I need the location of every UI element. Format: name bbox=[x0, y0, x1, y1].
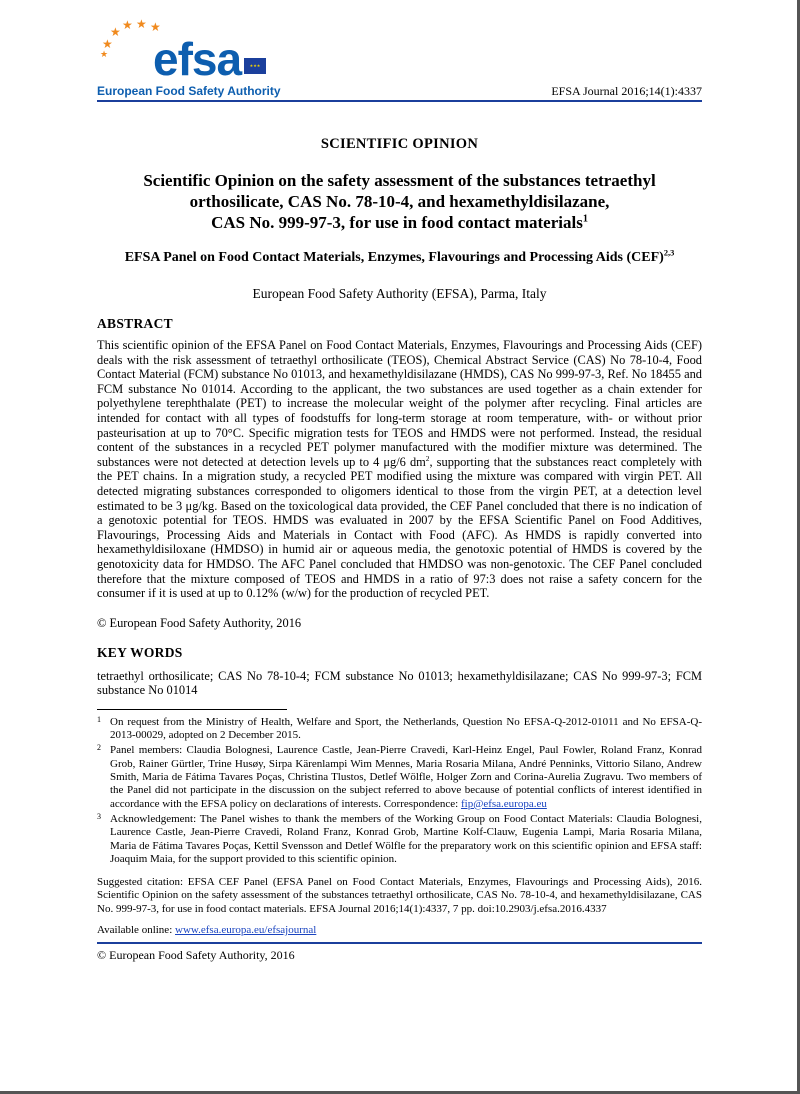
eu-flag-icon: ★★★ bbox=[244, 58, 266, 74]
journal-reference: EFSA Journal 2016;14(1):4337 bbox=[551, 84, 702, 98]
footnote-text: Acknowledgement: The Panel wishes to thank the members of the Working Group on Food Contact Materials: Claudia Bolognesi, Laurence Castle, Jean-Pierre Cravedi, Roland Franz, Konrad Grob, Martine Kolf-Clauw, Eugenia Lampi, Maria Rosaria Milana, Maria de Fátima Tavares Poças, Kettil Svensson and Detlef Wölfle for the preparatory work on this scientific opinion and EFSA staff: Joaquim Maia, for the support provided to this scientific opinion. bbox=[110, 812, 702, 865]
affiliation: European Food Safety Authority (EFSA), Parma, Italy bbox=[252, 286, 547, 301]
title-line-1: Scientific Opinion on the safety assessment of the substances tetraethyl bbox=[143, 171, 656, 190]
abstract-heading: ABSTRACT bbox=[97, 316, 173, 331]
section-label: SCIENTIFIC OPINION bbox=[320, 136, 479, 152]
page-header bbox=[97, 0, 702, 104]
footnote-number: 3 bbox=[97, 811, 101, 821]
title-line-2: orthosilicate, CAS No. 78-10-4, and hexamethyldisilazane, bbox=[189, 192, 610, 211]
title-footnote-mark: 1 bbox=[582, 213, 588, 225]
efsa-journal-link[interactable]: www.efsa.europa.eu/efsajournal bbox=[175, 924, 317, 937]
authors-text: EFSA Panel on Food Contact Materials, Enzymes, Flavourings and Processing Aids (CEF) bbox=[124, 250, 664, 265]
abstract-text-1: This scientific opinion of the EFSA Panel on Food Contact Materials, Enzymes, Flavourings and Processing Aids (CEF) deals with the risk assessment of tetraethyl orthosilicate (TEOS), Chemical Abstract Service (CAS) No 78-10-4, Food Contact Material (FCM) substance No 01013, and hexamethyldisilazane (HMDS), CAS No 999-97-3, Ref. No 18455 and FCM substance No 01014. According to the applicant, the two substances are used together as a chain extender for polyethylene terephthalate (PET) to increase the molecular weight of the polymer after recycling. Final articles are intended for contact with all types of foodstuffs for long-term storage at room temperature, with- or without prior pasteurisation at up to 70°C. Specific migration tests for TEOS and HMDS were not performed. Instead, the residual content of the substances in a recycled PET polymer manufactured with the modifier mixture was determined. The substances were not detected at detection levels up to 4 μg/6 dm bbox=[97, 338, 702, 469]
correspondence-email-link[interactable]: fip@efsa.europa.eu bbox=[460, 797, 547, 810]
footnote-number: 2 bbox=[97, 743, 101, 753]
authors-footnote-mark: 2,3 bbox=[663, 248, 675, 258]
paper-title bbox=[115, 170, 684, 233]
footer-divider bbox=[97, 942, 702, 944]
abstract-text-2: , supporting that the substances react completely with the PET chains. In a migration study, a recycled PET modified using the mixture was compared with virgin PET. All detected migrating substances corresponded to oligomers identical to those from the virgin PET, at a detection level estimated to be 3 μg/kg. Based on the toxicological data provided, the CEF Panel concluded that there is no indication of a genotoxic potential for TEOS. HMDS was evaluated in 2007 by the EFSA Scientific Panel on Food Additives, Flavourings, Processing Aids and Materials in Contact with Food (AFC). As HMDS is rapidly converted into hexamethyldisiloxane (HMDSO) in humid air or aqueous media, the genotoxic potential of HMDS is covered by the genotoxicity data for HMDSO. The AFC Panel concluded that HMDSO was non-genotoxic. The CEF Panel concluded therefore that the mixture composed of TEOS and HMDS in a ratio of 97:3 does not raise a safety concern for the consumer if it is used at up to 0.12% (w/w) for the production of recycled PET. bbox=[97, 454, 702, 601]
abstract-body bbox=[97, 338, 702, 601]
footnote-2 bbox=[97, 744, 702, 810]
header-divider bbox=[97, 100, 702, 102]
abstract-superscript: 2 bbox=[425, 453, 430, 463]
suggested-citation: Suggested citation: EFSA CEF Panel (EFSA Panel on Food Contact Materials, Enzymes, Flavourings and Processing Aids), 2016. Scientific Opinion on the safety assessment of the substances tetraethyl orthosilicate, CAS No. 78-10-4, and hexamethyldisilazane, CAS No. 999-97-3, for use in food contact materials. EFSA Journal 2016;14(1):4337, 7 pp. doi:10.2903/j.efsa.2016.4337 bbox=[97, 876, 702, 915]
footnotes bbox=[97, 716, 702, 866]
title-line-3: CAS No. 999-97-3, for use in food contact materials bbox=[211, 213, 583, 232]
footnote-text: Panel members: Claudia Bolognesi, Laurence Castle, Jean-Pierre Cravedi, Karl-Heinz Engel, Paul Fowler, Roland Franz, Konrad Grob, Rainer Gürtler, Trine Husøy, Sirpa Kärenlampi Wim Mennes, Maria Rosaria Milana, André Penninks, Vittorio Silano, Andrew Smith, Maria de Fátima Tavares Poças, Christina Tlustos, Detlef Wölfle, Holger Zorn and Corina-Aurelia Zugravu. Two members of the Panel did not participate in the discussion on the subject referred to above because of potential conflicts of interest identified in accordance with the EFSA policy on declarations of interests. Correspondence: bbox=[110, 744, 702, 810]
keywords-text: tetraethyl orthosilicate; CAS No 78-10-4; FCM substance No 01013; hexamethyldisilazane; CAS No 999-97-3; FCM substance No 01014 bbox=[97, 668, 702, 698]
footnote-1 bbox=[97, 716, 702, 743]
document-page bbox=[97, 0, 702, 963]
available-label: Available online: bbox=[97, 924, 175, 937]
footnote-3 bbox=[97, 813, 702, 866]
available-online bbox=[97, 924, 702, 936]
authors bbox=[97, 250, 702, 266]
copyright-notice: © European Food Safety Authority, 2016 bbox=[97, 615, 302, 630]
footnote-number: 1 bbox=[97, 714, 101, 724]
logo-tagline: European Food Safety Authority bbox=[97, 84, 281, 98]
efsa-logo: efsa bbox=[153, 33, 242, 85]
keywords-heading: KEY WORDS bbox=[97, 644, 183, 660]
footnote-text: On request from the Ministry of Health, Welfare and Sport, the Netherlands, Question No EFSA-Q-2012-01011 and No EFSA-Q-2013-00029, adopted on 2 December 2015. bbox=[110, 715, 702, 742]
footnote-divider bbox=[97, 709, 287, 710]
footer-copyright: © European Food Safety Authority, 2016 bbox=[97, 948, 295, 963]
efsa-stars-icon: ★ ★ ★ ★ ★ ★ bbox=[100, 17, 161, 60]
